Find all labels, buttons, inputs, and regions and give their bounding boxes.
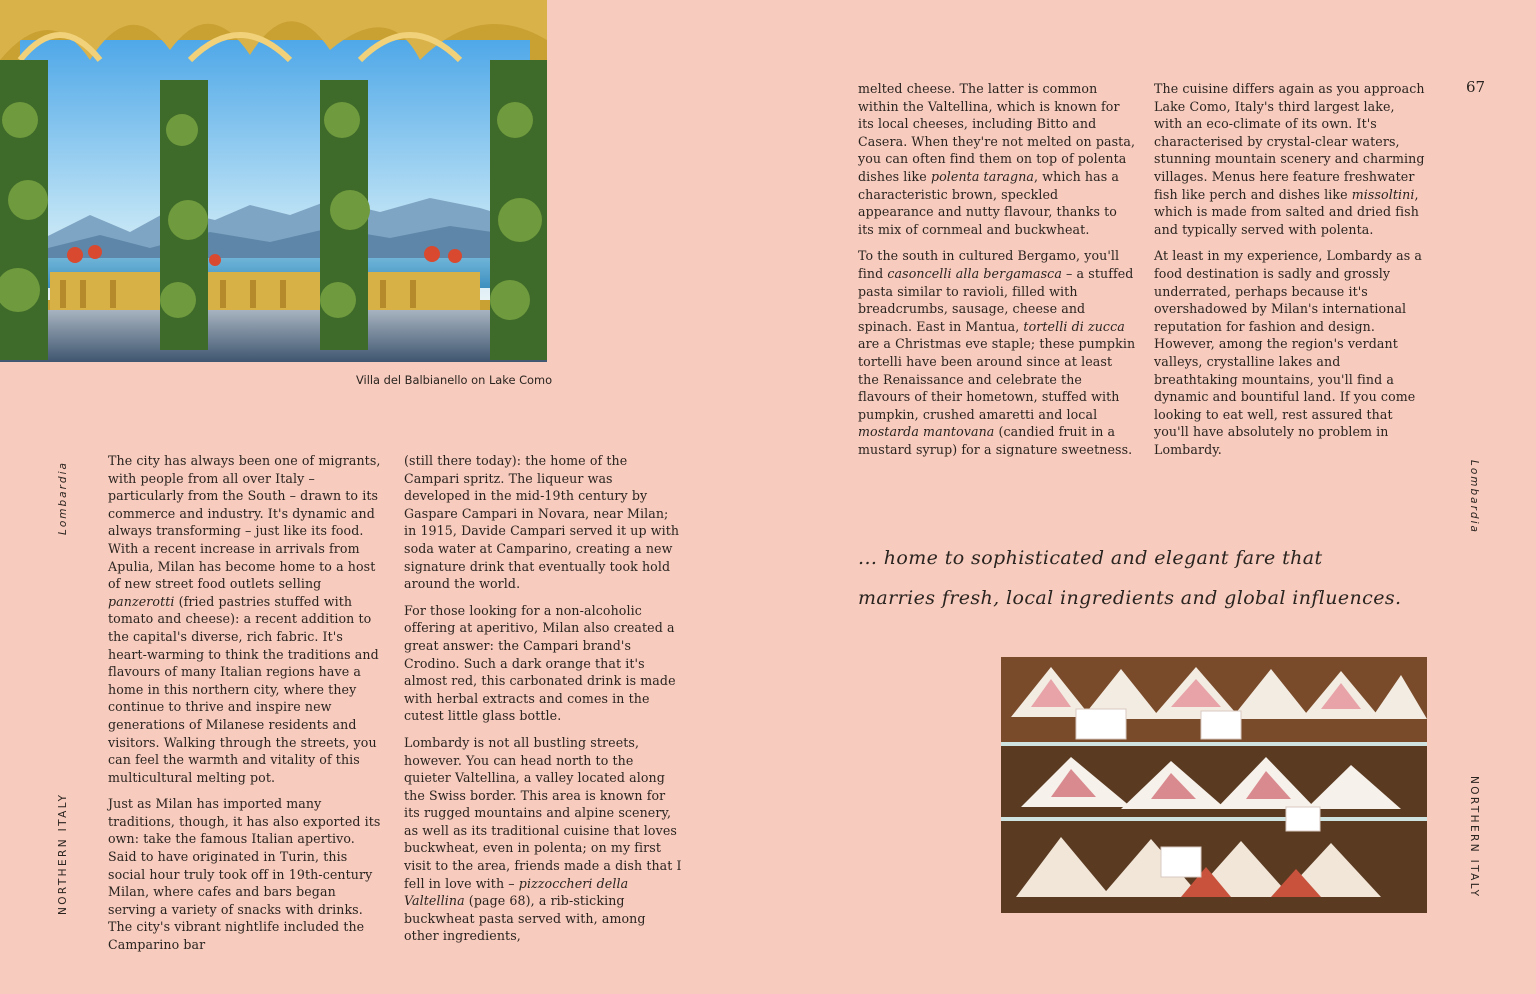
dish-name: panzerotti [108,593,175,609]
sandwich-illustration [1001,657,1427,913]
text-column-4 [1154,80,1426,467]
side-label-region-left: Lombardia [57,461,69,535]
pull-quote-line-1: ... home to sophisticated and elegant fare that [858,547,1323,569]
text-column-2 [404,452,682,954]
villa-illustration [0,0,547,362]
side-label-section-right: NORTHERN ITALY [1468,776,1480,899]
paragraph: To the south in cultured Bergamo, you'll find casoncelli alla bergamasca – a stuffed pasta similar to ravioli, filled with breadcrumbs, sausage, cheese and spinach. East in Mantua, tortelli di zucca are a Christmas eve staple; these pumpkin tortelli have been around since at least the Renaissance and celebrate the flavours of their hometown, stuffed with pumpkin, crushed amaretti and local mostarda mantovana (candied fruit in a mustard syrup) for a signature sweetness. [858,248,1136,457]
dish-name: polenta taragna [930,168,1035,184]
pull-quote-line-2: marries fresh, local ingredients and global influences. [858,587,1402,609]
paragraph: The cuisine differs again as you approach Lake Como, Italy's third largest lake, with an eco-climate of its own. It's characterised by crystal-clear waters, stunning mountain scenery and charming villages. Menus here feature freshwater fish like perch and dishes like missoltini, which is made from salted and dried fish and typically served with polenta. [1154,81,1425,237]
paragraph: Lombardy is not all bustling streets, however. You can head north to the quieter Valtellina, a valley located along the Swiss border. This area is known for its rugged mountains and alpine scenery, as well as its traditional cuisine that loves buckwheat, even in polenta; on my first visit to the area, friends made a dish that I fell in love with – pizzoccheri della Valtellina (page 68), a rib-sticking buckwheat pasta served with, among other ingredients, [404,734,682,944]
photo-caption: Villa del Balbianello on Lake Como [356,373,553,387]
pull-quote [858,538,1418,618]
paragraph: Just as Milan has imported many traditions, though, it has also exported its own: take the famous Italian apertivo. Said to have originated in Turin, this social hour truly took off in 19th-century Milan, where cafes and bars began serving a variety of snacks with drinks. The city's vibrant nightlife included the Camparino bar [108,796,381,953]
dish-name: pizzoccheri della Valtellina [404,875,629,909]
text-column-3 [858,80,1136,467]
page-number: 67 [1466,78,1486,96]
paragraph: The city has always been one of migrants, with people from all over Italy – particularly from the South – drawn to its commerce and industry. It's dynamic and always transforming – just like its food. With a recent increase in arrivals from Apulia, Milan has become home to a host of new street food outlets selling panzerotti (fried pastries stuffed with tomato and cheese): a recent addition to the capital's diverse, rich fabric. It's heart-warming to think the traditions and flavours of many Italian regions have a home in this northern city, where they continue to thrive and inspire new generations of Milanese residents and visitors. Walking through the streets, you can feel the warmth and vitality of this multicultural melting pot. [108,453,381,785]
paragraph: At least in my experience, Lombardy as a food destination is sadly and grossly underrated, perhaps because it's overshadowed by Milan's international reputation for fashion and design. However, among the region's verdant valleys, crystalline lakes and breathtaking mountains, you'll find a dynamic and bountiful land. If you come looking to eat well, rest assured that you'll have absolutely no problem in Lombardy. [1154,248,1422,457]
dish-name: missoltini [1351,186,1415,202]
villa-photo [0,0,547,362]
dish-name: tortelli di zucca [1023,318,1125,334]
text-column-1 [108,452,386,963]
side-label-region-right: Lombardia [1468,460,1480,534]
dish-name: mostarda mantovana [858,424,995,440]
paragraph: (still there today): the home of the Campari spritz. The liqueur was developed in the mid-19th century by Gaspare Campari in Novara, near Milan; in 1915, Davide Campari served it up with soda water at Camparino, creating a new signature drink that eventually took hold around the world. [404,453,680,592]
paragraph: For those looking for a non-alcoholic offering at aperitivo, Milan also created a great answer: the Campari brand's Crodino. Such a dark orange that it's almost red, this carbonated drink is made with herbal extracts and comes in the cutest little glass bottle. [404,602,676,724]
sandwich-photo [1001,657,1427,913]
dish-name: casoncelli alla bergamasca [887,265,1062,281]
paragraph: melted cheese. The latter is common within the Valtellina, which is known for its local cheeses, including Bitto and Casera. When they're not melted on pasta, you can often find them on top of polenta dishes like polenta taragna, which has a characteristic brown, speckled appearance and nutty flavour, thanks to its mix of cornmeal and buckwheat. [858,81,1136,237]
side-label-section-left: NORTHERN ITALY [57,792,69,915]
